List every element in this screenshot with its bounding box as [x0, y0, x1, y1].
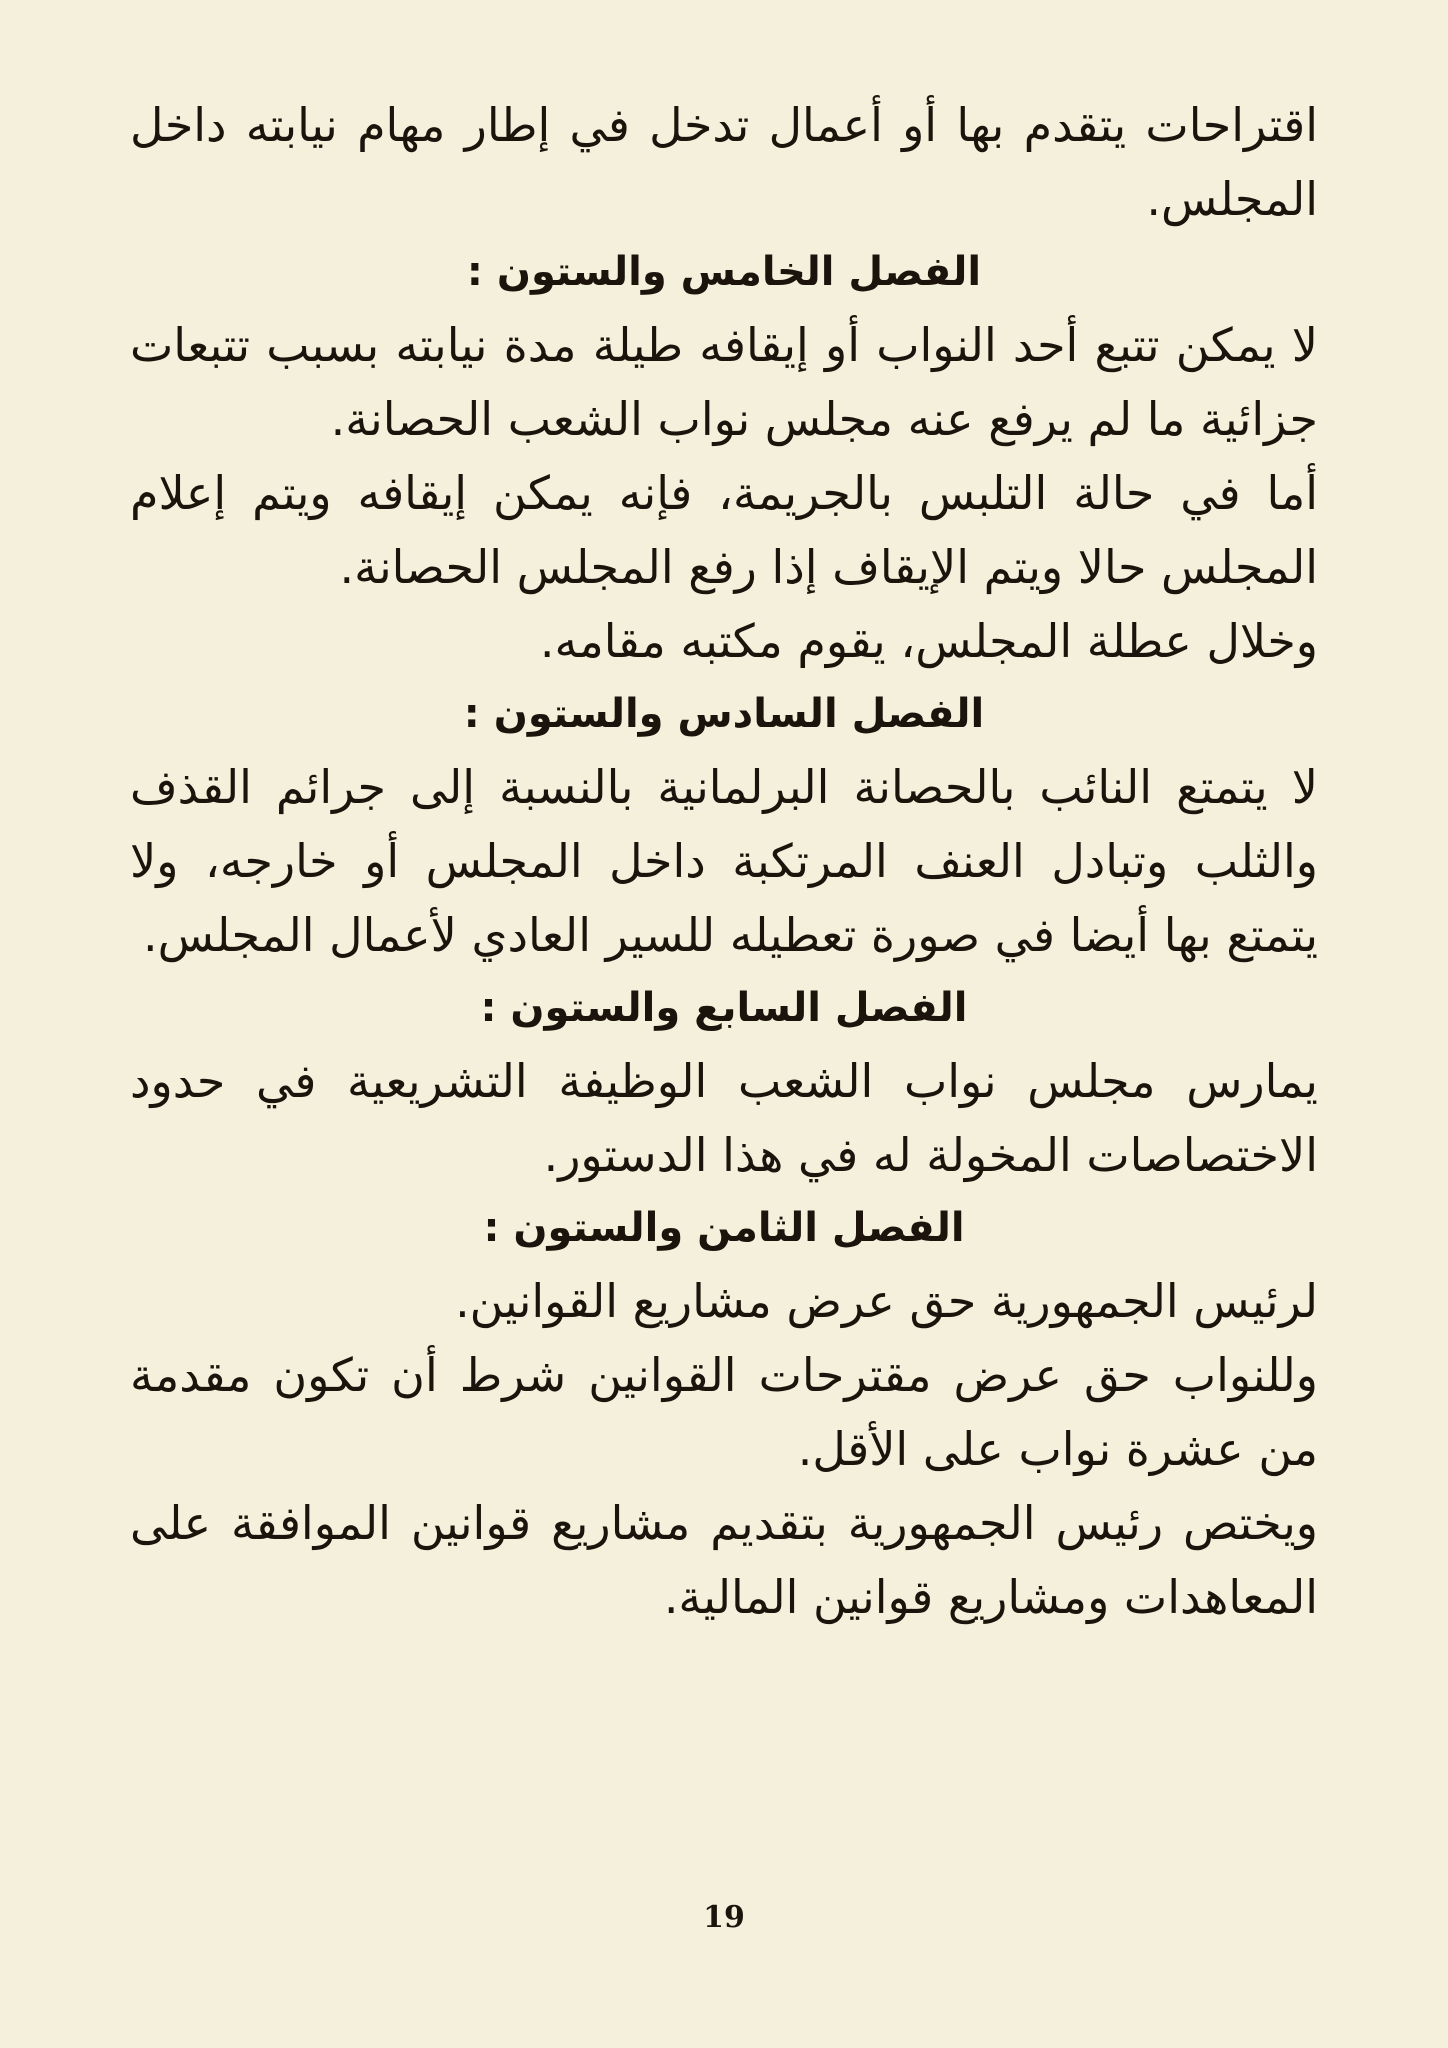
paragraph-article-66: لا يتمتع النائب بالحصانة البرلمانية بالنسبة إلى جرائم القذف والثلب وتبادل العنف المرتكبة داخل المجلس أو خارجه، ولا يتمتع بها أيضا في صورة تعطيله للسير العادي لأعمال المجلس. — [130, 760, 1318, 962]
heading-article-66: الفصل السادس والستون : — [463, 691, 985, 737]
paragraph-article-67: يمارس مجلس نواب الشعب الوظيفة التشريعية في حدود الاختصاصات المخولة له في هذا الدستور. — [130, 1054, 1318, 1182]
paragraph-article-68-3: ويختص رئيس الجمهورية بتقديم مشاريع قوانين الموافقة على المعاهدات ومشاريع قوانين المالية. — [130, 1496, 1318, 1624]
page-number: 19 — [703, 1900, 745, 1935]
paragraph-article-65-2: أما في حالة التلبس بالجريمة، فإنه يمكن إيقافه ويتم إعلام المجلس حالا ويتم الإيقاف إذا رفع المجلس الحصانة. — [130, 466, 1318, 594]
heading-article-67: الفصل السابع والستون : — [480, 985, 968, 1031]
paragraph-article-65-1: لا يمكن تتبع أحد النواب أو إيقافه طيلة مدة نيابته بسبب تتبعات جزائية ما لم يرفع عنه مجلس نواب الشعب الحصانة. — [130, 318, 1318, 446]
heading-article-68: الفصل الثامن والستون : — [483, 1205, 965, 1251]
paragraph-continuation: اقتراحات يتقدم بها أو أعمال تدخل في إطار مهام نيابته داخل المجلس. — [130, 98, 1318, 226]
paragraph-article-68-1: لرئيس الجمهورية حق عرض مشاريع القوانين. — [455, 1274, 1318, 1328]
heading-article-65: الفصل الخامس والستون : — [466, 249, 982, 295]
page-content — [130, 88, 1318, 1634]
paragraph-article-68-2: وللنواب حق عرض مقترحات القوانين شرط أن تكون مقدمة من عشرة نواب على الأقل. — [130, 1348, 1318, 1476]
paragraph-article-65-3: وخلال عطلة المجلس، يقوم مكتبه مقامه. — [539, 614, 1318, 668]
